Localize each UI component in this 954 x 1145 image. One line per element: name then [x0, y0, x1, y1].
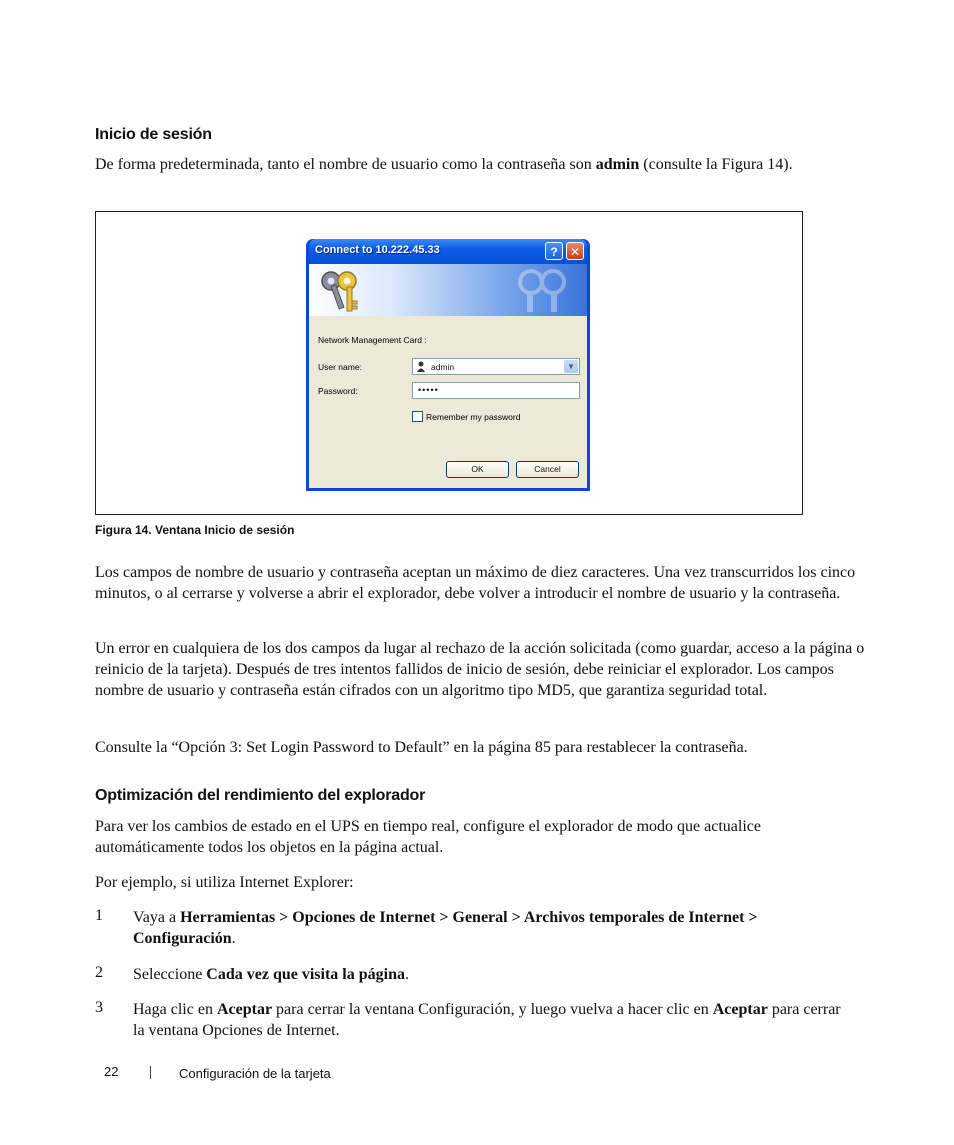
password-label: Password:: [318, 386, 358, 396]
intro-bold-admin: admin: [595, 156, 640, 173]
step-text-mid: para cerrar la ventana Configuración, y luego vuelva a hacer clic en: [272, 1001, 713, 1018]
step-number: 1: [95, 907, 103, 924]
remember-checkbox[interactable]: [412, 411, 423, 422]
realm-label: Network Management Card :: [318, 335, 427, 345]
step-text-pre: Seleccione: [133, 966, 207, 983]
step-text: [133, 907, 853, 949]
intro-text-end: (consulte la Figura 14).: [639, 156, 793, 173]
step-accept-1: Aceptar: [216, 1001, 273, 1018]
footer-chapter: Configuración de la tarjeta: [179, 1066, 331, 1081]
section-heading-browser: Optimización del rendimiento del explorador: [95, 787, 426, 804]
step-text-post: .: [404, 966, 409, 983]
step-text: [133, 964, 853, 985]
step-option: Cada vez que visita la página: [206, 966, 405, 983]
paragraph-reset-reference: Consulte la “Opción 3: Set Login Password to Default” en la página 85 para restablecer la contraseña.: [95, 739, 748, 756]
intro-text: De forma predeterminada, tanto el nombre de usuario como la contraseña son: [95, 156, 596, 173]
dialog-title-bar: [309, 239, 587, 264]
step-text-pre: Haga clic en: [133, 1001, 217, 1018]
ok-button[interactable]: OK: [446, 461, 509, 478]
paragraph-browser-refresh: Para ver los cambios de estado en el UPS en tiempo real, configure el explorador de modo que actualice automáticamente todos los objetos en la página actual.: [95, 818, 761, 856]
username-label: User name:: [318, 362, 362, 372]
username-combo[interactable]: [412, 358, 580, 375]
step-text: [133, 999, 853, 1041]
step-number: 3: [95, 999, 103, 1016]
login-intro-paragraph: [95, 154, 865, 175]
dialog-banner: [309, 264, 587, 316]
password-value: •••••: [418, 385, 439, 395]
username-value: admin: [431, 362, 455, 372]
dialog-body: [309, 264, 587, 488]
cancel-button[interactable]: Cancel: [516, 461, 579, 478]
close-button[interactable]: ✕: [566, 242, 584, 260]
help-button[interactable]: ?: [545, 242, 563, 260]
step-text-post: .: [231, 930, 236, 947]
page-number: 22: [104, 1064, 119, 1079]
dialog-title: Connect to 10.222.45.33: [315, 244, 440, 256]
chevron-down-icon[interactable]: ▼: [564, 360, 578, 373]
login-dialog: [306, 239, 590, 491]
footer-separator: [150, 1066, 151, 1079]
keys-watermark-icon: [501, 266, 581, 314]
paragraph-error-handling: Un error en cualquiera de los dos campos da lugar al rechazo de la acción solicitada (como guardar, acceso a la página o reinicio de la tarjeta). Después de tres intentos fallidos de inicio de sesión, debe reiniciar el explorador. Los campos nombre de usuario y contraseña están cifrados con un algoritmo tipo MD5, que garantiza seguridad total.: [95, 640, 865, 699]
remember-label: Remember my password: [426, 412, 521, 422]
user-icon: [416, 361, 426, 372]
step-number: 2: [95, 964, 103, 981]
paragraph-ie-example: Por ejemplo, si utiliza Internet Explorer:: [95, 874, 354, 891]
figure-caption: Figura 14. Ventana Inicio de sesión: [95, 523, 295, 537]
step-text-post: para cerrar la ventana Opciones de Internet.: [133, 1001, 841, 1039]
keys-icon: [317, 267, 367, 313]
step-accept-2: Aceptar: [712, 1001, 768, 1018]
step-menu-path: Herramientas > Opciones de Internet > General > Archivos temporales de Internet > Configuración: [133, 909, 758, 947]
password-field[interactable]: [412, 382, 580, 399]
step-text-pre: Vaya a: [133, 909, 181, 926]
section-heading-login: Inicio de sesión: [95, 126, 212, 143]
paragraph-field-limits: Los campos de nombre de usuario y contraseña aceptan un máximo de diez caracteres. Una vez transcurridos los cinco minutos, o al cerrarse y volverse a abrir el explorador, debe volver a introducir el nombre de usuario y la contraseña.: [95, 564, 856, 602]
